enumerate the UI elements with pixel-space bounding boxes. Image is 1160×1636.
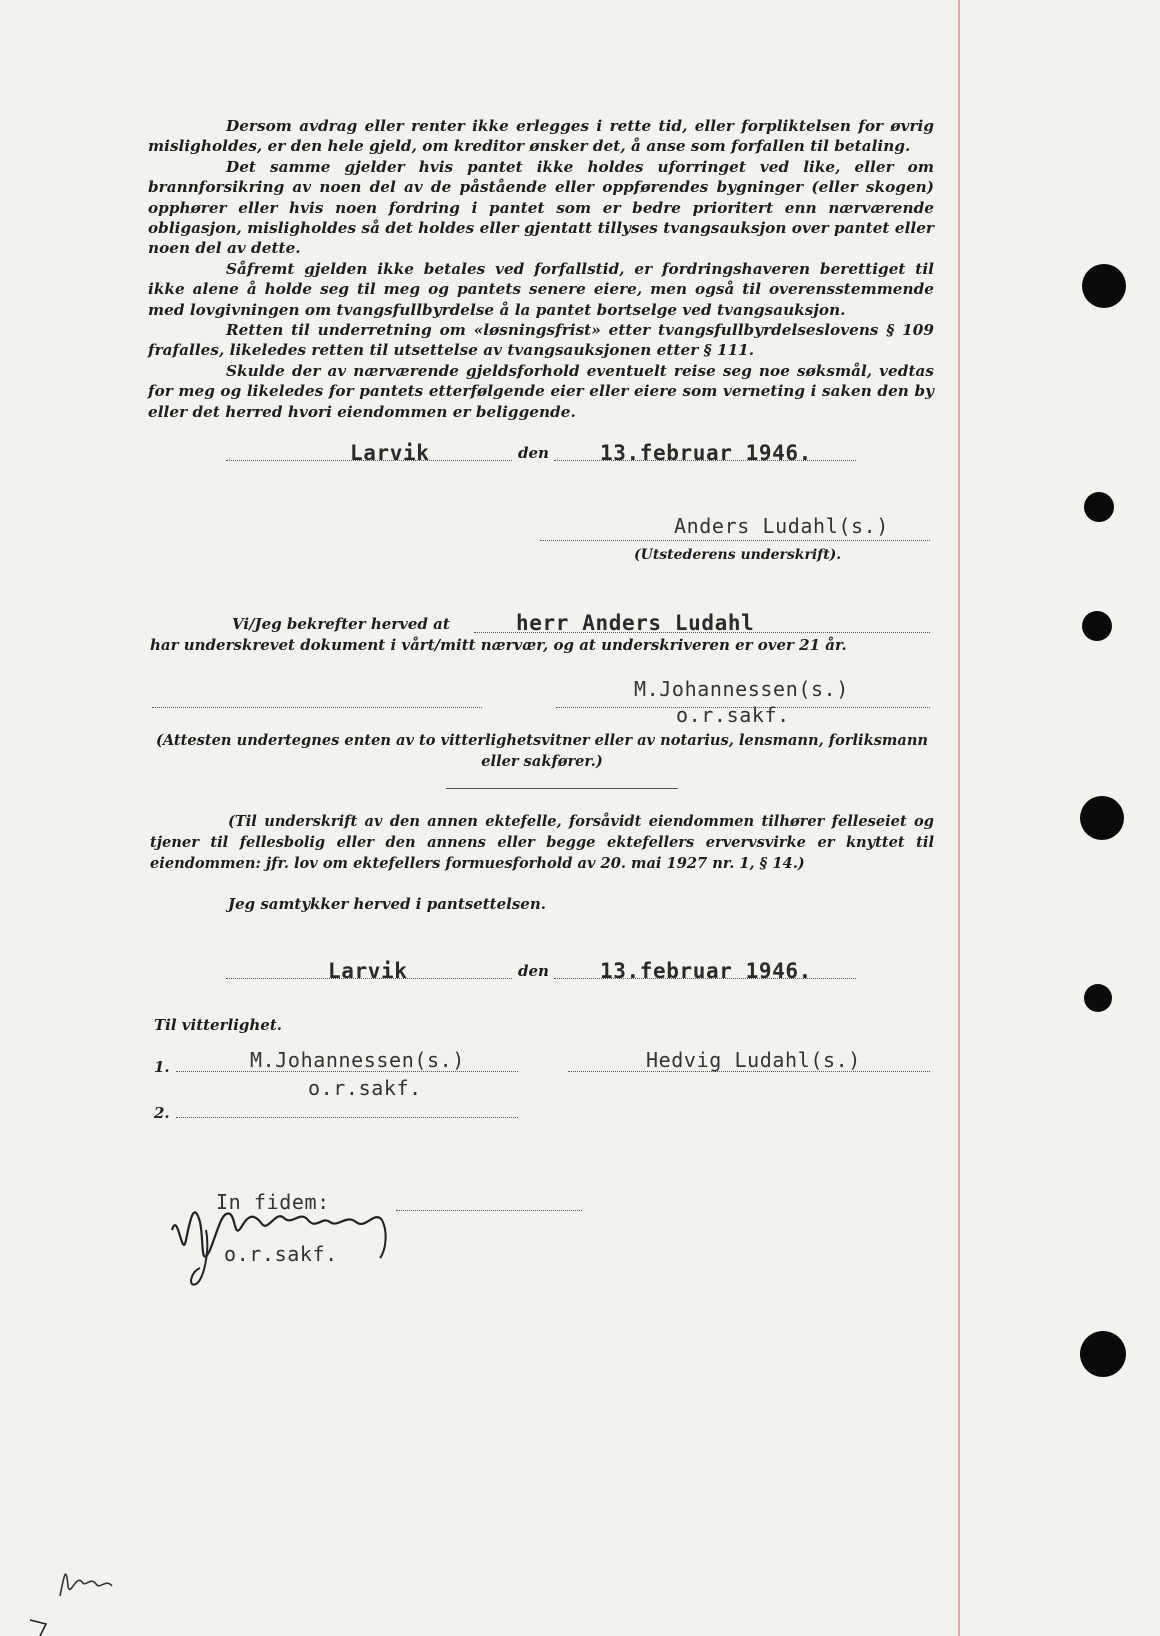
til-vitterlighet: Til vitterlighet. [154, 1016, 282, 1034]
corner-initials-mark [54, 1556, 124, 1606]
spouse-consent: Jeg samtykker herved i pantsettelsen. [228, 895, 546, 913]
punch-hole-2 [1084, 492, 1114, 522]
in-fidem-dotline [396, 1210, 582, 1211]
punch-hole-1 [1082, 264, 1126, 308]
witness-number-2: 2. [154, 1104, 170, 1122]
issuer-signature-caption: (Utstederens underskrift). [634, 547, 842, 563]
witness-2-line [176, 1117, 518, 1118]
issuer-signature: Anders Ludahl(s.) [674, 514, 889, 538]
spouse-signature: Hedvig Ludahl(s.) [646, 1048, 861, 1072]
spouse-place: Larvik [328, 959, 408, 983]
attest-witness: M.Johannessen(s.) [634, 677, 849, 701]
terms-block [148, 116, 934, 422]
witness-number-1: 1. [154, 1058, 170, 1076]
terms-paragraph-2: Det samme gjelder hvis pantet ikke holdes uforringet ved like, eller om brannforsikring av noen del av de påstående eller oppførendes bygninger (eller skogen) opphører eller hvis noen fordring i pantet som er bedre prioritert enn nærværende obligasjon, misligholdes så det holdes eller gjentatt tillyses tvangsauksjon over pantet eller noen del av dette. [148, 157, 934, 258]
spouse-note [150, 811, 934, 874]
issuer-signature-line [540, 540, 930, 541]
handwritten-signature [160, 1180, 410, 1290]
attest-note-text: (Attesten undertegnes enten av to vitterlighetsvitner eller av notarius, lensmann, forliksmann eller sakfører.) [155, 732, 929, 770]
terms-paragraph-1: Dersom avdrag eller renter ikke erlegges i rette tid, eller forpliktelsen for øvrig misligholdes, er den hele gjeld, om kreditor ønsker det, å anse som forfallen til betaling. [148, 117, 934, 156]
punch-hole-5 [1084, 984, 1112, 1012]
issue-date: 13.februar 1946. [600, 441, 812, 465]
witness-1-title: o.r.sakf. [308, 1076, 422, 1100]
terms-paragraph-5: Skulde der av nærværende gjeldsforhold eventuelt reise seg noe søksmål, vedtas for meg og likeledes for pantets etterfølgende eier eller eiere som verneting i saken den by eller det herred hvori eiendommen er beliggende. [148, 361, 934, 421]
in-fidem-title: o.r.sakf. [224, 1242, 338, 1266]
terms-paragraph-4: Retten til underretning om «løsningsfrist» etter tvangsfullbyrdelseslovens § 109 frafalles, likeledes retten til utsettelse av tvangsauksjonen etter § 111. [148, 321, 934, 360]
punch-hole-3 [1082, 611, 1112, 641]
attest-lead: Vi/Jeg bekrefter herved at [232, 615, 450, 633]
spouse-note-text: (Til underskrift av den annen ektefelle, forsåvidt eiendommen tilhører felleseiet og tjener til fellesbolig eller den annens eller begge ektefellers ervervsvirke er knyttet til eiendommen: jfr. lov om ektefellers formuesforhold av 20. mai 1927 nr. 1, § 14.) [150, 813, 934, 872]
attest-witness-title: o.r.sakf. [676, 703, 790, 727]
witness-1-signature: M.Johannessen(s.) [250, 1048, 465, 1072]
attest-left-dotline [152, 707, 482, 708]
attest-note [150, 730, 934, 772]
spouse-date: 13.februar 1946. [600, 959, 812, 983]
attest-line-2: har underskrevet dokument i vårt/mitt nærvær, og at underskriveren er over 21 år. [150, 636, 847, 654]
attest-name: herr Anders Ludahl [516, 611, 755, 635]
folded-corner [0, 1560, 60, 1636]
punch-hole-6 [1080, 1331, 1126, 1377]
red-margin-line [958, 0, 960, 1636]
terms-paragraph-3: Såfremt gjelden ikke betales ved forfallstid, er fordringshaveren berettiget til ikke alene å holde seg til meg og pantets senere eiere, men også til overensstemmende med lovgivningen om tvangsfullbyrdelse å la pantet bortselge ved tvangsauksjon. [148, 259, 934, 319]
issue-place: Larvik [350, 441, 430, 465]
in-fidem-label: In fidem: [216, 1190, 330, 1214]
separator-line [446, 788, 678, 789]
issue-den-label: den [518, 444, 549, 462]
spouse-den-label: den [518, 962, 549, 980]
corner-initials-text [60, 1570, 62, 1571]
punch-hole-4 [1080, 796, 1124, 840]
